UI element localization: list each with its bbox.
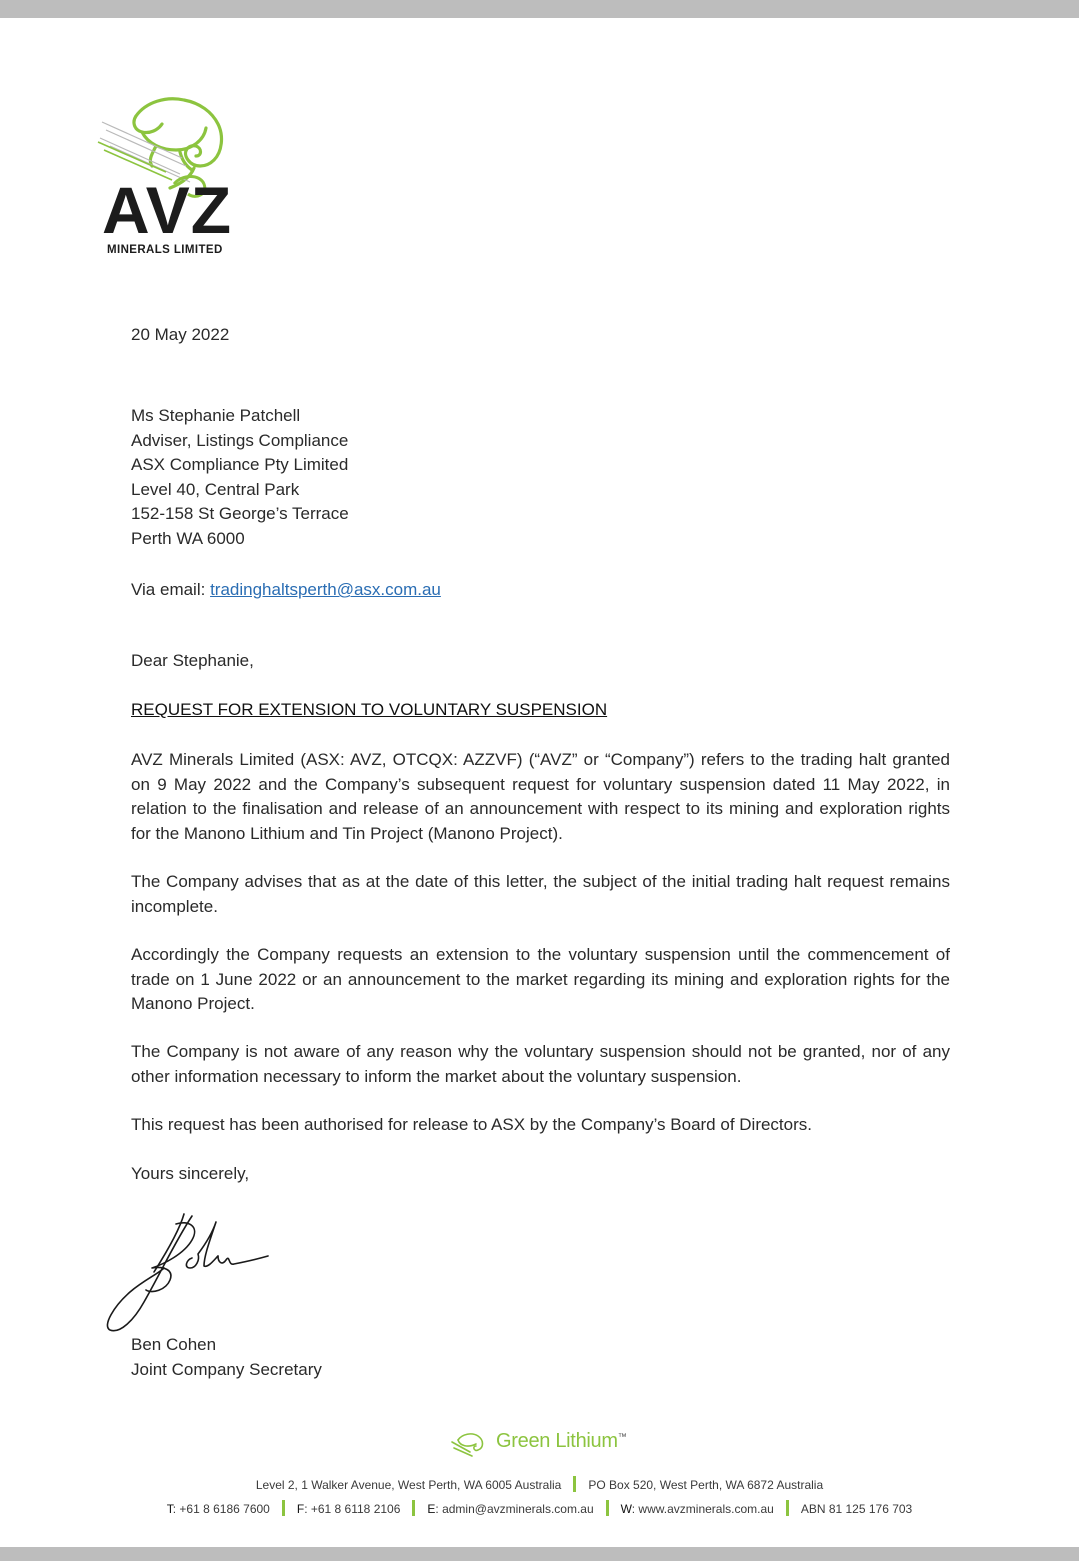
handwritten-signature [104, 1210, 279, 1340]
body-paragraph-3: Accordingly the Company requests an extension to the voluntary suspension until the commencement of trade on 1 June 2022 or an announcement to the market regarding its mining and exploration rights for the Manono Project. [131, 945, 950, 1013]
signer-block [131, 1333, 950, 1382]
footer-phone: : +61 8 6186 7600 [172, 1502, 270, 1516]
page-bottom-band [0, 1547, 1079, 1561]
via-email-label: Via email: [131, 580, 211, 599]
footer-contact-line [0, 1500, 1079, 1516]
salutation: Dear Stephanie, [131, 651, 254, 670]
trademark-mark: ™ [617, 1431, 627, 1442]
signer-name: Ben Cohen [131, 1335, 217, 1354]
signer-title: Joint Company Secretary [131, 1359, 322, 1379]
footer-brand-name [496, 1430, 626, 1453]
body-paragraph-1: AVZ Minerals Limited (ASX: AVZ, OTCQX: AZZVF) (“AVZ” or “Company”) refers to the trading halt granted on 9 May 2022 and the Company’s subsequent request for voluntary suspension dated 11 May 2022, in relation to the finalisation and release of an announcement with respect to its mining and exploration rights for the Manono Lithium and Tin Project (Manono Project). [131, 750, 950, 843]
body-paragraph-5: This request has been authorised for release to ASX by the Company’s Board of Directors. [131, 1115, 812, 1134]
page-top-band [0, 0, 1079, 18]
footer-fax-key: F [296, 1502, 305, 1516]
closing: Yours sincerely, [131, 1164, 250, 1183]
recipient-organisation: ASX Compliance Pty Limited [131, 455, 349, 474]
footer-separator [606, 1500, 609, 1516]
footer-po-box: PO Box 520, West Perth, WA 6872 Australia [588, 1478, 824, 1492]
footer-separator [412, 1500, 415, 1516]
footer-separator [282, 1500, 285, 1516]
footer-separator [786, 1500, 789, 1516]
footer-abn: ABN 81 125 176 703 [800, 1502, 913, 1516]
letter-date: 20 May 2022 [131, 325, 230, 344]
body-paragraph-2: The Company advises that as at the date of this letter, the subject of the initial trading halt request remains incomplete. [131, 872, 950, 916]
company-logo-subtitle: MINERALS LIMITED [107, 244, 223, 256]
body-paragraph-4: The Company is not aware of any reason why the voluntary suspension should not be granted, nor of any other information necessary to inform the market about the voluntary suspension. [131, 1042, 950, 1086]
footer-street-address: Level 2, 1 Walker Avenue, West Perth, WA 6005 Australia [255, 1478, 562, 1492]
footer-email-key: E [427, 1502, 436, 1516]
footer-brand-label: Green Lithium [496, 1430, 618, 1452]
footer-website[interactable]: : www.avzminerals.com.au [631, 1502, 774, 1516]
recipient-email-link[interactable]: tradinghaltsperth@asx.com.au [210, 580, 441, 599]
recipient-name: Ms Stephanie Patchell [131, 406, 301, 425]
company-logo-wordmark: AVZ [102, 173, 233, 247]
recipient-title: Adviser, Listings Compliance [131, 430, 349, 450]
recipient-address-line-3: Perth WA 6000 [131, 528, 245, 548]
recipient-address-line-2: 152-158 St George’s Terrace [131, 504, 349, 523]
letter-subject: REQUEST FOR EXTENSION TO VOLUNTARY SUSPENSION [131, 700, 608, 719]
footer-phone-key: T [166, 1502, 173, 1516]
footer-web-key: W [620, 1502, 632, 1516]
recipient-address-line-1: Level 40, Central Park [131, 479, 300, 499]
footer-email[interactable]: : admin@avzminerals.com.au [435, 1502, 594, 1516]
footer-address-line [0, 1476, 1079, 1492]
footer-separator [573, 1476, 576, 1492]
footer-fax: : +61 8 6118 2106 [304, 1502, 401, 1516]
via-email-line [131, 578, 950, 603]
recipient-address [131, 404, 950, 551]
